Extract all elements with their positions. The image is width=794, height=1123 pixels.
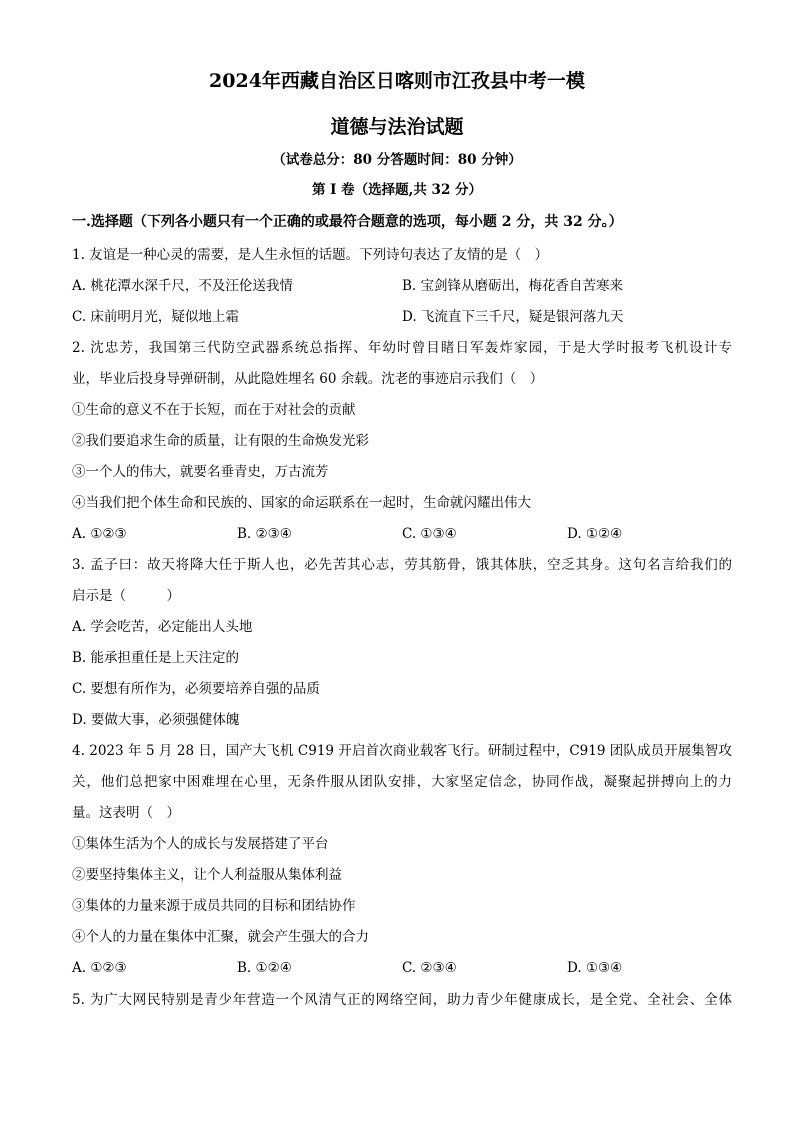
question-4 [72,736,732,984]
option-a: A. 桃花潭水深千尺，不及汪伦送我情 [72,278,293,294]
statement-2: ②要坚持集体主义，让个人利益服从集体利益 [72,867,342,883]
question-1 [72,240,732,333]
option-b: B. 宝剑锋从磨砺出，梅花香自苦寒来 [402,278,624,294]
question-stem: 业，毕业后投身导弹研制，从此隐姓埋名 60 余载。沈老的事迹启示我们（ ） [72,371,544,387]
question-stem: 5. 为广大网民特别是青少年营造一个风清气正的网络空间，助力青少年健康成长，是全党、全社会、全体 [72,992,732,1008]
option-row [72,302,732,333]
question-stem: 4. 2023 年 5 月 28 日，国产大飞机 C919 开启首次商业载客飞行。研制过程中，C919 团队成员开展集智攻 [72,743,732,759]
option-row [72,271,732,302]
statement-2: ②我们要追求生命的质量，让有限的生命焕发光彩 [72,433,369,449]
option-a: A. 学会吃苦，必定能出人头地 [72,619,253,635]
option-c: C. 要想有所作为，必须要培养自强的品质 [72,681,320,697]
question-5 [72,985,732,1016]
option-b: B. ①②④ [237,960,292,976]
exam-info: （试卷总分：80 分答题时间：80 分钟） [272,152,522,168]
statement-4: ④当我们把个体生命和民族的、国家的命运联系在一起时，生命就闪耀出伟大 [72,495,531,511]
option-row [72,953,732,984]
statement-1: ①集体生活为个人的成长与发展搭建了平台 [72,836,329,852]
question-stem: 启示是（ ） [72,588,180,604]
option-a: A. ①②③ [72,960,127,976]
question-stem: 3. 孟子曰：故天将降大任于斯人也，必先苦其心志，劳其筋骨，饿其体肤，空乏其身。这句名言给我们的 [72,557,732,573]
section-title: 一.选择题（下列各小题只有一个正确的或最符合题意的选项，每小题 2 分，共 32 分。） [72,214,623,230]
question-stem: 2. 沈忠芳，我国第三代防空武器系统总指挥、年幼时曾目睹日军轰炸家园，于是大学时报考飞机设计专 [72,340,732,356]
option-d: D. ①②④ [567,526,623,542]
volume-title: 第 I 卷（选择题,共 32 分） [311,182,483,198]
option-d: D. 飞流直下三千尺，疑是银河落九天 [402,309,624,325]
exam-subtitle: 道德与法治试题 [330,116,464,138]
question-stem: 1. 友谊是一种心灵的需要，是人生永恒的话题。下列诗句表达了友情的是（ ） [72,247,549,263]
option-a: A. ①②③ [72,526,127,542]
option-c: C. ②③④ [402,960,457,976]
question-stem: 关，他们总把家中困难埋在心里，无条件服从团队安排，大家坚定信念，协同作战，凝聚起拼搏向上的力 [72,774,732,790]
option-b: B. 能承担重任是上天注定的 [72,650,240,666]
exam-title: 2024年西藏自治区日喀则市江孜县中考一模 [209,70,585,92]
option-b: B. ②③④ [237,526,292,542]
statement-3: ③集体的力量来源于成员共同的目标和团结协作 [72,898,356,914]
statement-1: ①生命的意义不在于长短，而在于对社会的贡献 [72,402,356,418]
question-2 [72,333,732,550]
option-d: D. 要做大事，必须强健体魄 [72,712,240,728]
question-3 [72,550,732,736]
statement-3: ③一个人的伟大，就要名垂青史，万古流芳 [72,464,329,480]
option-c: C. 床前明月光，疑似地上霜 [72,309,239,325]
option-row [72,519,732,550]
option-c: C. ①③④ [402,526,457,542]
statement-4: ④个人的力量在集体中汇聚，就会产生强大的合力 [72,929,369,945]
option-d: D. ①③④ [567,960,623,976]
question-stem: 量。这表明（ ） [72,805,180,821]
